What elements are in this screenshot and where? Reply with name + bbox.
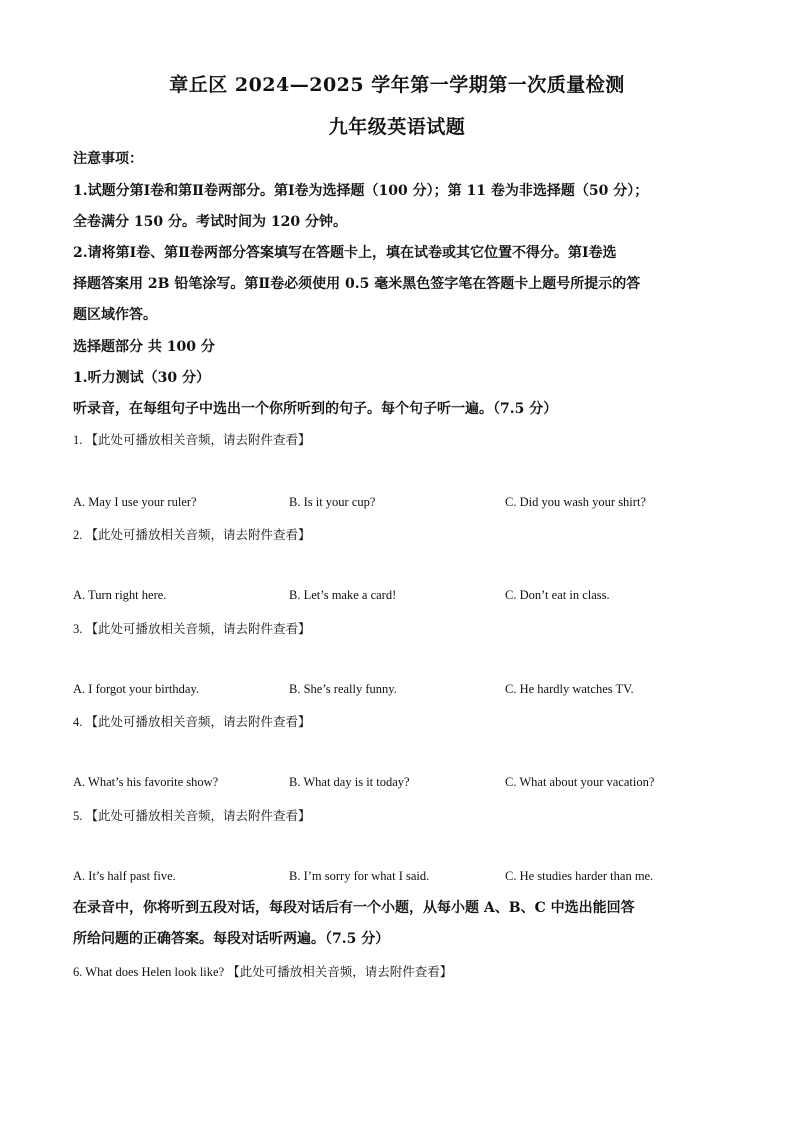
question-1-options [73, 495, 733, 515]
question-5-option-a[interactable]: A. It’s half past five. [73, 869, 176, 883]
question-4-option-c[interactable]: C. What about your vacation? [505, 775, 655, 789]
notice-item-1-line-2: 全卷满分 150 分。考试时间为 120 分钟。 [73, 214, 347, 230]
question-3-option-c[interactable]: C. He hardly watches TV. [505, 682, 634, 696]
question-5-option-c[interactable]: C. He studies harder than me. [505, 869, 654, 883]
question-1-option-a[interactable]: A. May I use your ruler? [73, 495, 197, 509]
instruction-2-line-2: 所给问题的正确答案。每段对话听两遍。（7.5 分） [73, 931, 390, 947]
question-2-option-c[interactable]: C. Don’t eat in class. [505, 588, 610, 602]
question-5-audio-note: 5. 【此处可播放相关音频，请去附件查看】 [73, 809, 311, 823]
question-5-options [73, 869, 733, 889]
question-2-options [73, 588, 733, 608]
question-4-audio-note: 4. 【此处可播放相关音频，请去附件查看】 [73, 715, 311, 729]
notice-item-2-line-1: 2.请将第Ⅰ卷、第Ⅱ卷两部分答案填写在答题卡上，填在试卷或其它位置不得分。第Ⅰ卷选 [73, 245, 617, 261]
question-3-option-a[interactable]: A. I forgot your birthday. [73, 682, 200, 696]
question-1-option-c[interactable]: C. Did you wash your shirt? [505, 495, 646, 509]
notice-item-2-line-2: 择题答案用 2B 铅笔涂写。第Ⅱ卷必须使用 0.5 毫米黑色签字笔在答题卡上题号所提示的答 [73, 276, 641, 292]
part-title: 1.听力测试（30 分） [73, 370, 210, 386]
question-3-options [73, 682, 733, 702]
question-5-option-b[interactable]: B. I’m sorry for what I said. [289, 869, 430, 883]
exam-subtitle: 九年级英语试题 [328, 116, 466, 138]
question-2-audio-note: 2. 【此处可播放相关音频，请去附件查看】 [73, 528, 311, 542]
notice-item-2-line-3: 题区域作答。 [73, 307, 157, 323]
instruction-2-line-1: 在录音中，你将听到五段对话，每段对话后有一个小题，从每小题 A、B、C 中选出能回答 [73, 900, 635, 916]
question-1-audio-note: 1. 【此处可播放相关音频，请去附件查看】 [73, 433, 311, 447]
question-1-option-b[interactable]: B. Is it your cup? [289, 495, 376, 509]
notice-item-1-line-1: 1.试题分第Ⅰ卷和第Ⅱ卷两部分。第Ⅰ卷为选择题（100 分）；第 11 卷为非选择题（50 分）； [73, 183, 649, 199]
instruction-1: 听录音，在每组句子中选出一个你所听到的句子。每个句子听一遍。（7.5 分） [73, 401, 558, 417]
notice-heading: 注意事项： [73, 151, 143, 167]
question-2-option-a[interactable]: A. Turn right here. [73, 588, 167, 602]
exam-title: 章丘区 2024—2025 学年第一学期第一次质量检测 [169, 74, 625, 96]
question-6-prompt: 6. What does Helen look like? 【此处可播放相关音频，请去附件查看】 [73, 965, 453, 979]
question-4-option-a[interactable]: A. What’s his favorite show? [73, 775, 219, 789]
question-4-options [73, 775, 733, 795]
question-3-audio-note: 3. 【此处可播放相关音频，请去附件查看】 [73, 622, 311, 636]
question-3-option-b[interactable]: B. She’s really funny. [289, 682, 397, 696]
question-4-option-b[interactable]: B. What day is it today? [289, 775, 410, 789]
question-2-option-b[interactable]: B. Let’s make a card! [289, 588, 397, 602]
section-heading: 选择题部分 共 100 分 [73, 339, 215, 355]
